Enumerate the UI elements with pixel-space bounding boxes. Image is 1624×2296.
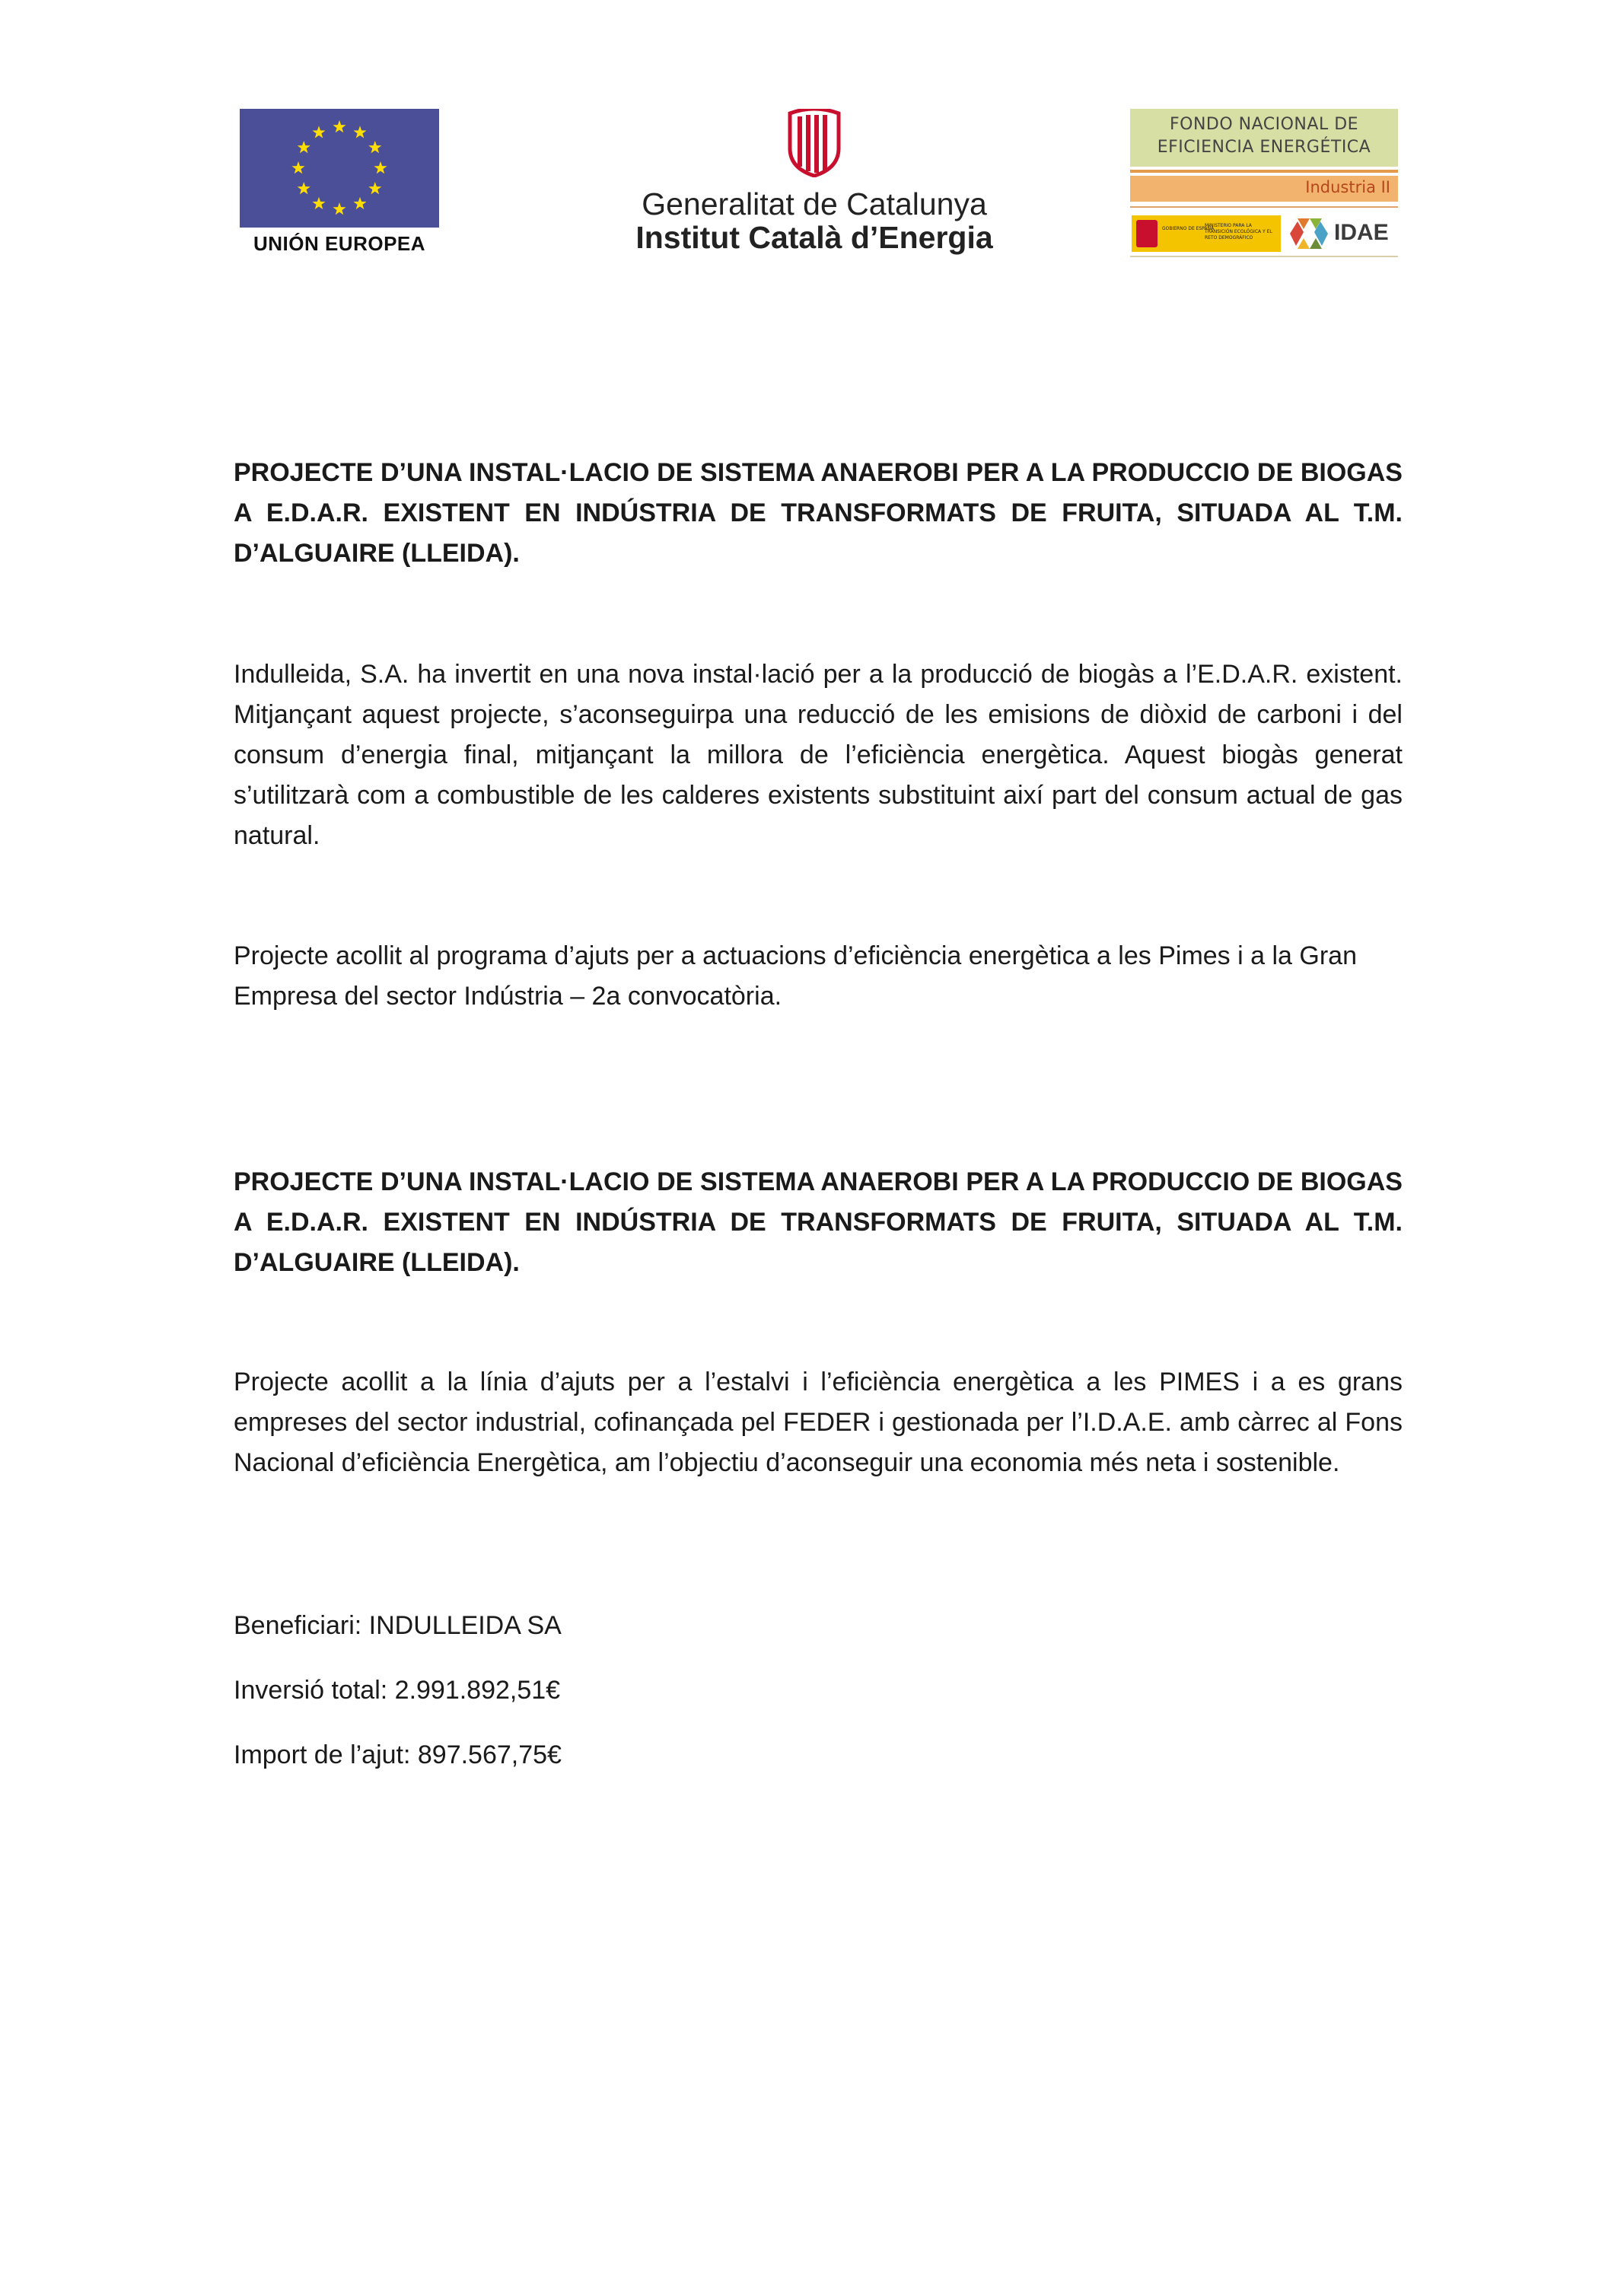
institut-name: Institut Català d’Energia — [635, 220, 993, 255]
eu-star-icon — [333, 120, 345, 132]
eu-stars-icon — [240, 109, 439, 228]
idae-text: IDAE — [1334, 220, 1389, 245]
eu-star-icon — [298, 182, 310, 194]
eu-star-icon — [291, 161, 304, 174]
generalitat-name: Generalitat de Catalunya — [642, 186, 987, 221]
spain-coat-of-arms-icon — [1136, 220, 1157, 247]
eu-star-icon — [368, 141, 381, 153]
fnee-baseline — [1130, 256, 1398, 257]
ministerio-text: MINISTERIO PARA LA TRANSICIÓN ECOLÓGICA Y EL RETO DEMOGRÁFICO — [1205, 223, 1272, 240]
fnee-band-label: Industria II — [1305, 178, 1390, 196]
beneficiary-line: Beneficiari: INDULLEIDA SA — [234, 1611, 562, 1640]
investment-line: Inversió total: 2.991.892,51€ — [234, 1676, 561, 1705]
eu-logo — [240, 109, 439, 261]
aid-amount-line: Import de l’ajut: 897.567,75€ — [234, 1740, 562, 1769]
eu-star-icon — [333, 202, 345, 215]
idae-logo — [1287, 215, 1398, 252]
fnee-divider — [1130, 170, 1398, 173]
eu-star-icon — [312, 197, 325, 209]
eu-star-icon — [353, 126, 366, 138]
eu-star-icon — [298, 141, 310, 153]
eu-caption: UNIÓN EUROPEA — [253, 232, 426, 255]
eu-star-icon — [368, 182, 381, 194]
eu-star-icon — [312, 126, 325, 138]
eu-flag-icon — [240, 109, 439, 228]
idae-emblem-icon — [1287, 215, 1331, 252]
program-statement: Projecte acollit al programa d’ajuts per a actuacions d’eficiència energètica a les Pimes i a la Gran Empresa del sector Indústria – 2a convocatòria. — [234, 941, 1357, 1011]
fnee-divider-2 — [1130, 206, 1398, 208]
project-description: Indulleida, S.A. ha invertit en una nova instal·lació per a la producció de biogàs a l’E.D.A.R. existent. Mitjançant aquest projecte, s’aconseguirpa una reducció de les emisions de diòxid de carboni i del consum d’energia final, mitjançant la millora de l’eficiència energètica. Aquest biogàs generat s’utilitzarà com a combustible de les calderes existents substituint així part del consum actual de gas natural. — [234, 660, 1403, 850]
funding-statement: Projecte acollit a la línia d’ajuts per a l’estalvi i l’eficiència energètica a les PIMES i a es grans empreses del sector industrial, cofinançada pel FEDER i gestionada per l’I.D.A.E. amb càrrec al Fons Nacional d’eficiència Energètica, am l’objectiu d’aconseguir una economia més neta i sostenible. — [234, 1368, 1403, 1477]
catalan-shield-icon — [787, 109, 842, 177]
fnee-line1: FONDO NACIONAL DE — [1169, 115, 1359, 134]
gobierno-text: GOBIERNO DE ESPAÑA — [1162, 226, 1215, 231]
eu-star-icon — [353, 197, 366, 209]
fnee-line2: EFICIENCIA ENERGÉTICA — [1157, 138, 1371, 157]
eu-star-icon — [374, 161, 387, 174]
fnee-logo — [1130, 109, 1398, 257]
gobierno-logo — [1132, 215, 1281, 252]
project-title-2: PROJECTE D’UNA INSTAL·LACIO DE SISTEMA ANAEROBI PER A LA PRODUCCIO DE BIOGAS A E.D.A.R. EXISTENT EN INDÚSTRIA DE TRANSFORMATS DE FRUITA, SITUADA AL T.M. D’ALGUAIRE (LLEIDA). — [234, 1167, 1403, 1277]
project-title-1: PROJECTE D’UNA INSTAL·LACIO DE SISTEMA ANAEROBI PER A LA PRODUCCIO DE BIOGAS A E.D.A.R. EXISTENT EN INDÚSTRIA DE TRANSFORMATS DE FRUITA, SITUADA AL T.M. D’ALGUAIRE (LLEIDA). — [234, 458, 1403, 568]
generalitat-logo — [624, 109, 1005, 261]
